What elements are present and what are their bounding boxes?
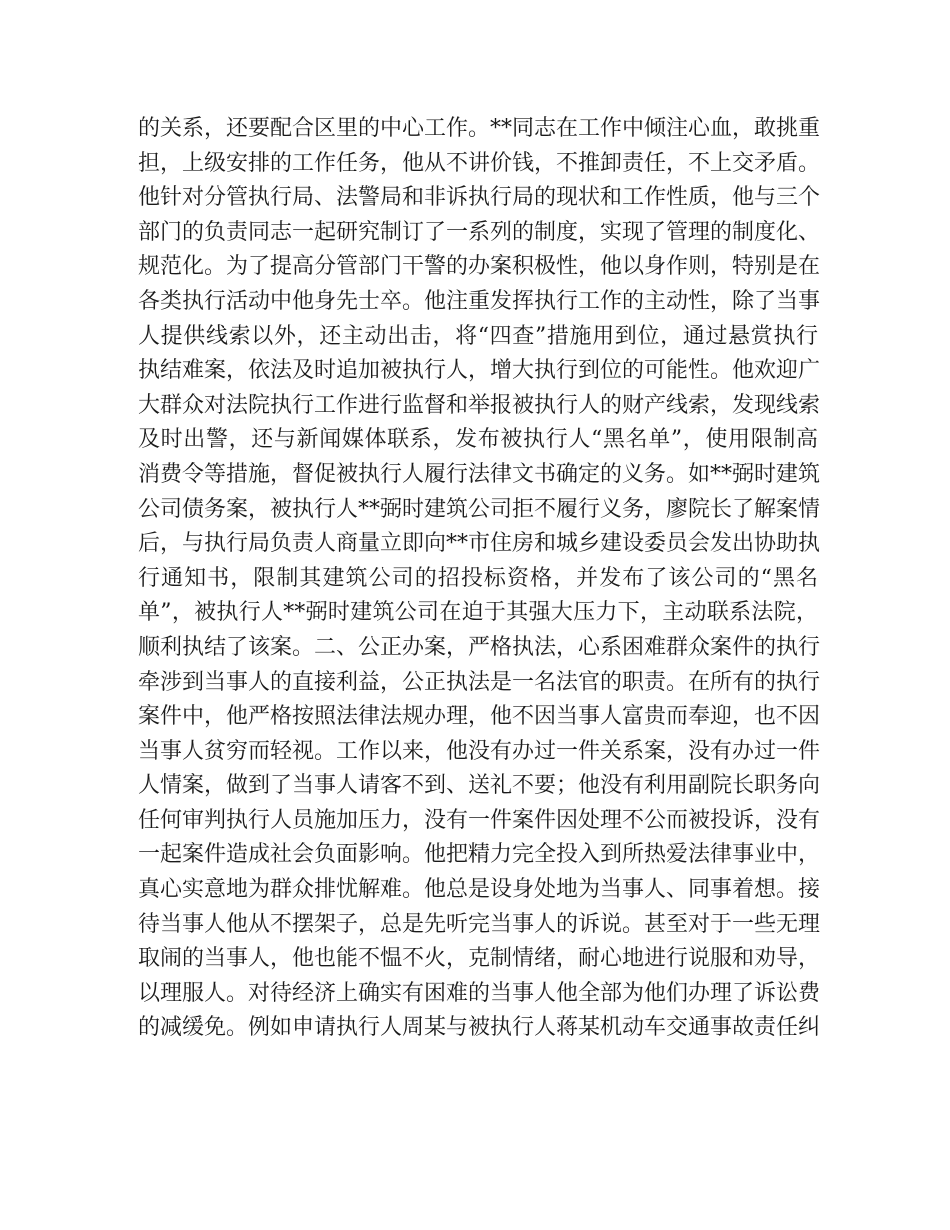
text-line: 消费令等措施，督促被执行人履行法律文书确定的义务。如**弼时建筑 [138, 461, 821, 487]
text-line: 以理服人。对待经济上确实有困难的当事人他全部为他们办理了诉讼费 [138, 980, 821, 1006]
text-line: 一起案件造成社会负面影响。他把精力完全投入到所热爱法律事业中， [138, 842, 821, 868]
text-line: 及时出警，还与新闻媒体联系，发布被执行人“黑名单”，使用限制高 [138, 427, 818, 453]
text-line: 的减缓免。例如申请执行人周某与被执行人蒋某机动车交通事故责任纠 [138, 1015, 821, 1041]
text-line: 的关系，还要配合区里的中心工作。**同志在工作中倾注心血，敢挑重 [138, 116, 821, 141]
text-line: 他针对分管执行局、法警局和非诉执行局的现状和工作性质，他与三个 [138, 185, 821, 211]
text-line: 任何审判执行人员施加压力，没有一件案件因处理不公而被投诉，没有 [138, 807, 821, 833]
text-line: 案件中，他严格按照法律法规办理，他不因当事人富贵而奉迎，也不因 [138, 704, 821, 730]
text-line: 后，与执行局负责人商量立即向**市住房和城乡建设委员会发出协助执 [138, 531, 821, 557]
text-line: 牵涉到当事人的直接利益，公正执法是一名法官的职责。在所有的执行 [138, 669, 821, 695]
text-line: 人情案，做到了当事人请客不到、送礼不要；他没有利用副院长职务向 [138, 773, 821, 799]
text-line: 担，上级安排的工作任务，他从不讲价钱，不推卸责任，不上交矛盾。 [138, 150, 821, 176]
text-line: 当事人贫穷而轻视。工作以来，他没有办过一件关系案，没有办过一件 [138, 738, 821, 764]
body-text [138, 112, 821, 1046]
text-line: 单”，被执行人**弼时建筑公司在迫于其强大压力下，主动联系法院， [138, 600, 818, 626]
text-line: 待当事人他从不摆架子，总是先听完当事人的诉说。甚至对于一些无理 [138, 911, 821, 937]
text-line: 各类执行活动中他身先士卒。他注重发挥执行工作的主动性，除了当事 [138, 288, 821, 314]
text-line: 公司债务案，被执行人**弼时建筑公司拒不履行义务，廖院长了解案情 [138, 496, 821, 522]
text-line: 人提供线索以外，还主动出击，将“四查”措施用到位，通过悬赏执行 [138, 323, 818, 349]
text-line: 执结难案，依法及时追加被执行人，增大执行到位的可能性。他欢迎广 [138, 358, 821, 384]
text-line: 行通知书，限制其建筑公司的招投标资格，并发布了该公司的“黑名 [138, 565, 818, 591]
text-line: 部门的负责同志一起研究制订了一系列的制度，实现了管理的制度化、 [138, 219, 821, 245]
text-line: 大群众对法院执行工作进行监督和举报被执行人的财产线索，发现线索 [138, 392, 821, 418]
text-line: 规范化。为了提高分管部门干警的办案积极性，他以身作则，特别是在 [138, 254, 821, 280]
text-line: 取闹的当事人，他也能不愠不火，克制情绪，耐心地进行说服和劝导， [138, 946, 821, 972]
text-line: 顺利执结了该案。二、公正办案，严格执法，心系困难群众案件的执行 [138, 634, 821, 660]
text-line: 真心实意地为群众排忧解难。他总是设身处地为当事人、同事着想。接 [138, 877, 821, 903]
